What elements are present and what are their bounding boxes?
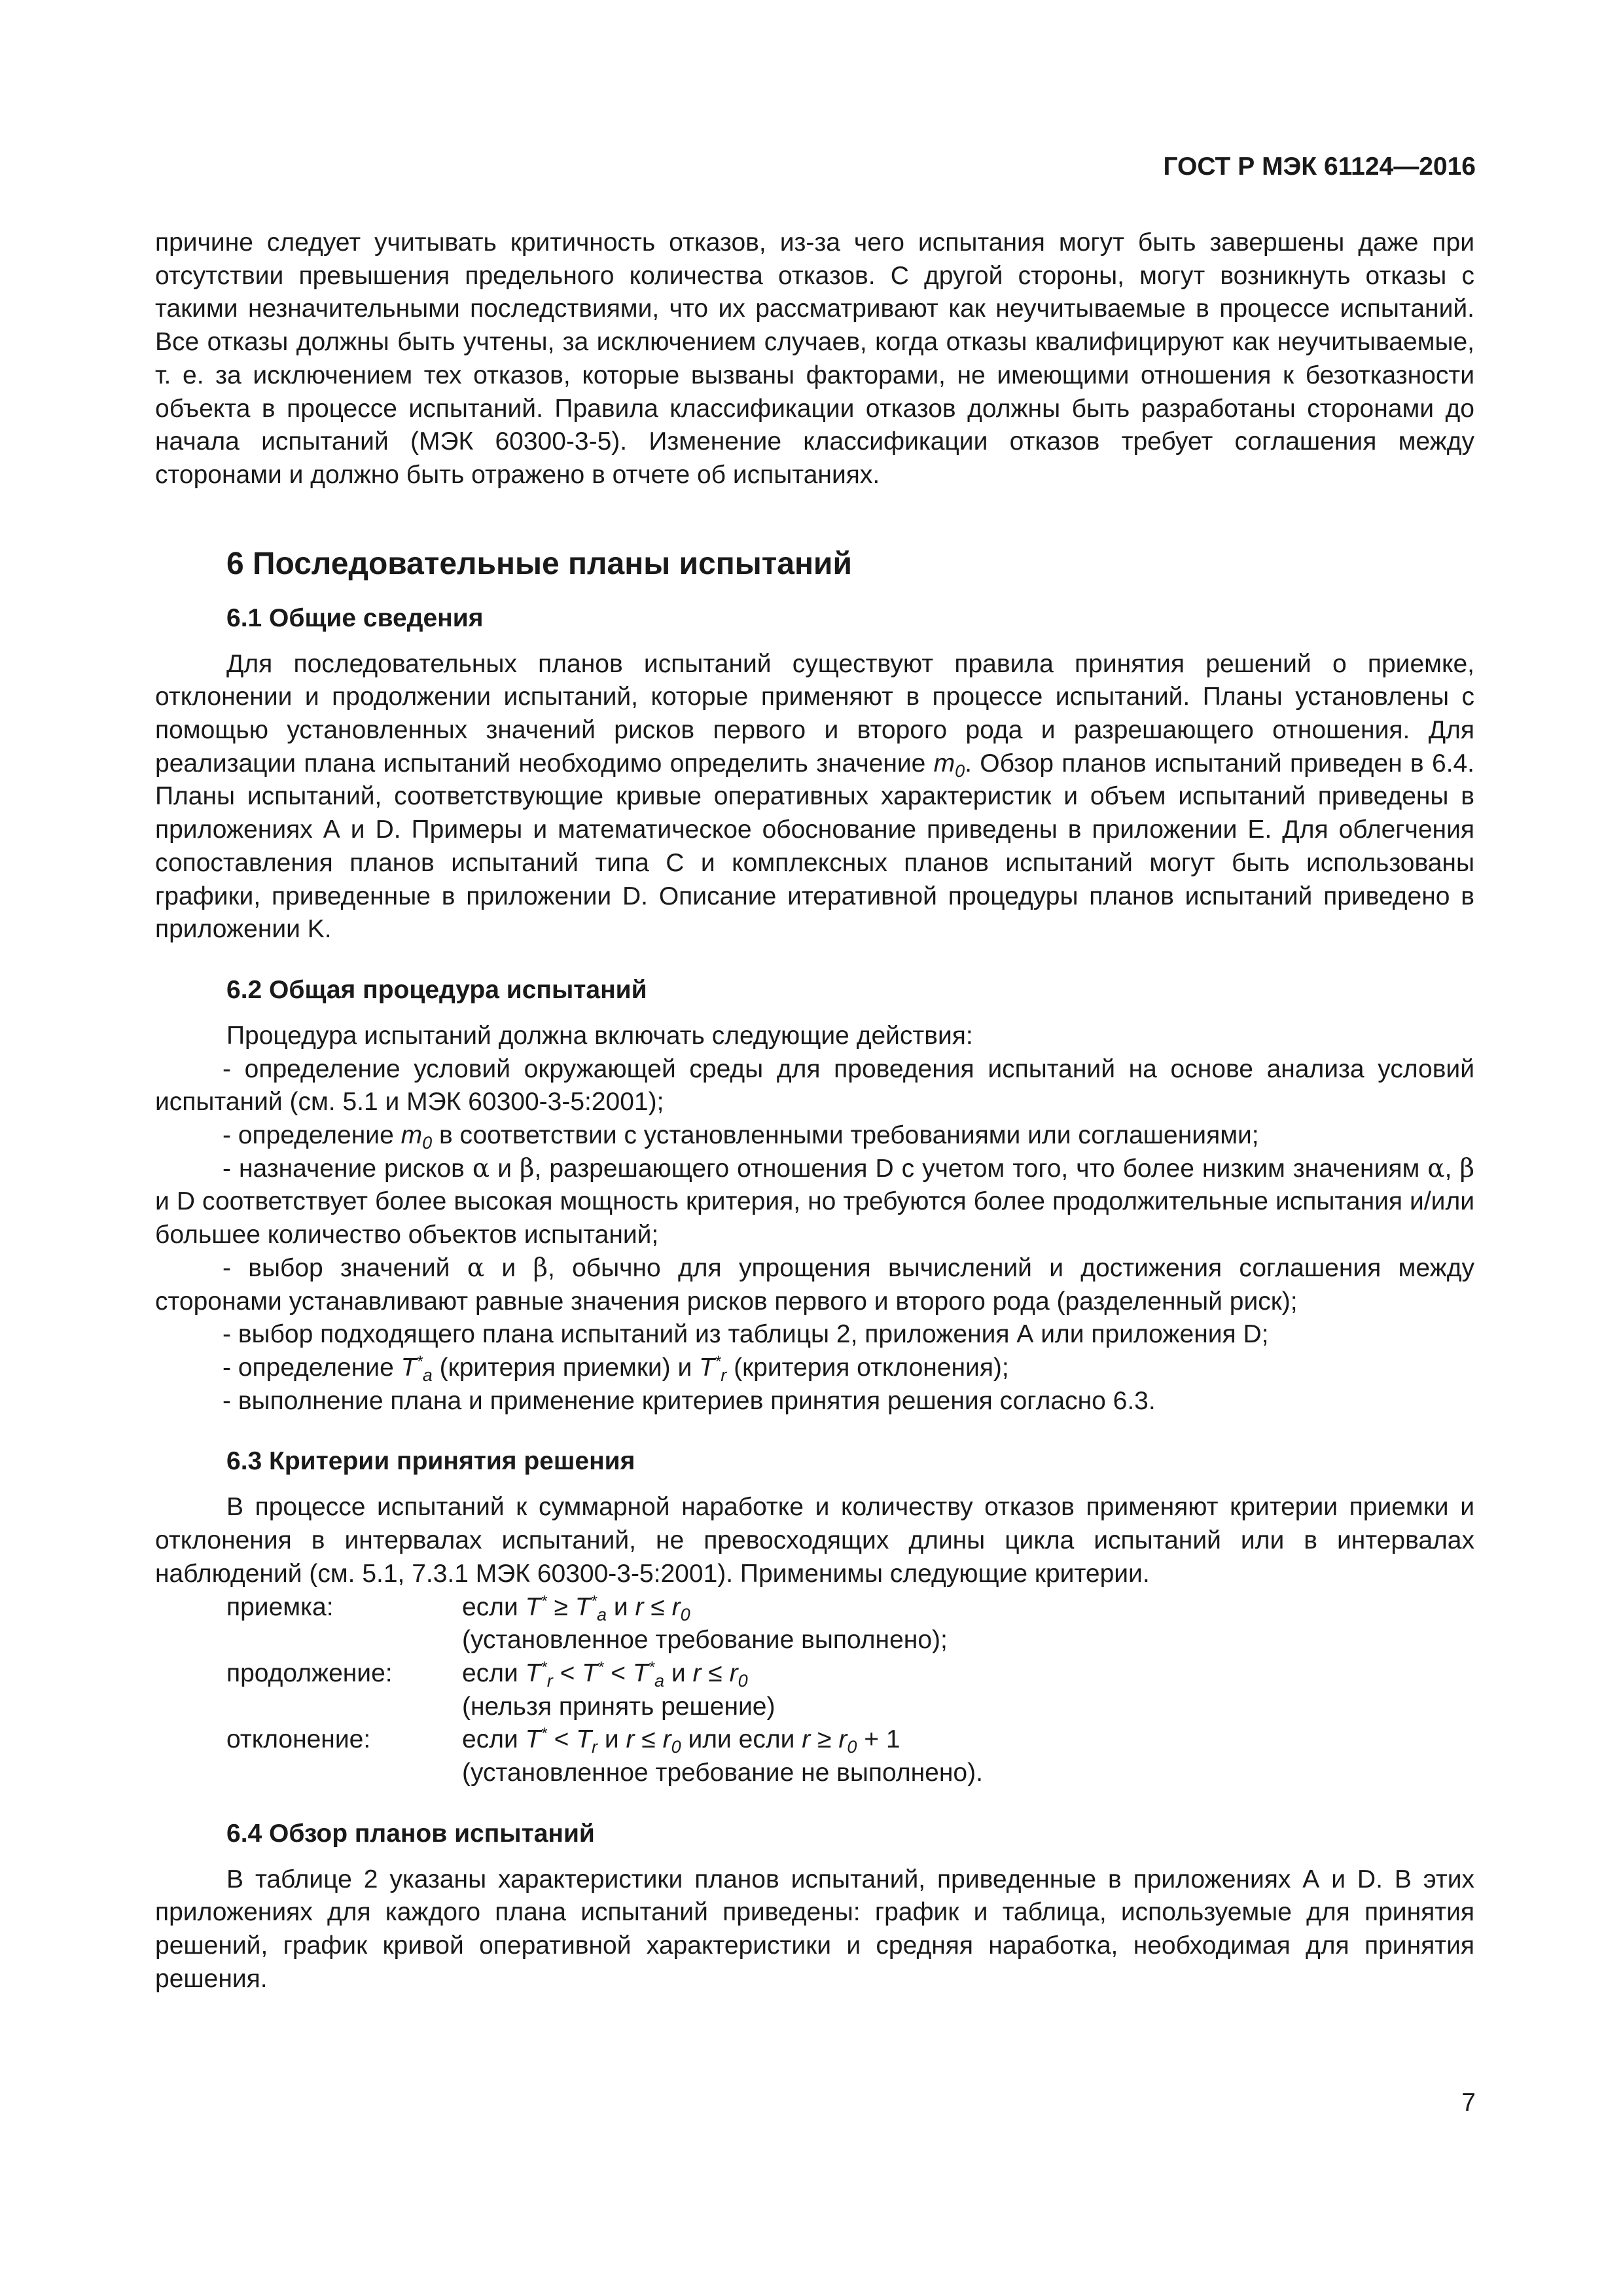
text-run: . Обзор планов испытаний приведен в 6.4. Планы испытаний, соответствующие кривые оперативных характеристик и объем испытаний приведены в приложениях А и D. Примеры и математическое обоснование приведены в приложении Е. Для облегчения сопоставления планов испытаний типа С и комплексных планов испытаний могут быть использованы графики, приведенные в приложении D. Описание итеративной процедуры планов испытаний приведено в приложении K. <box>155 749 1474 944</box>
criterion-accept <box>226 1591 1474 1657</box>
section-6-3-paragraph: В процессе испытаний к суммарной наработке и количеству отказов применяют критерии приемки и отклонения в интервалах испытаний, не превосходящих длины цикла испытаний или в интервалах наблюдений (см. 5.1, 7.3.1 МЭК 60300-3-5:2001). Применимы следующие критерии. <box>155 1493 1474 1588</box>
procedure-item-2: - определение $m_0$ в соответствии с установленными требованиями или соглашениями; <box>223 1121 1259 1153</box>
procedure-lead: Процедура испытаний должна включать следующие действия: <box>226 1021 973 1050</box>
beta-symbol: β <box>1459 1153 1474 1183</box>
section-6-1-paragraph <box>155 648 1474 946</box>
criterion-note: (нельзя принять решение) <box>462 1692 776 1721</box>
criterion-note: (установленное требование выполнено); <box>462 1626 948 1655</box>
decision-criteria <box>226 1591 1474 1790</box>
document-code-header: ГОСТ Р МЭК 61124—2016 <box>1163 152 1476 181</box>
criterion-condition: если $T^*_r < T^* < T^*_a$ и $r \le r_0$ (нельзя принять решение) <box>462 1657 1474 1723</box>
text-run: Для последовательных планов испытаний существуют правила принятия решений о приемке, отклонении и продолжении испытаний, которые применяют в процессе испытаний. Планы установлены с помощью установленных значений рисков первого и второго рода и разрешающего отношения. Для реализации плана испытаний необходимо определить значение <box>155 649 1474 778</box>
procedure-item-1: - определение условий окружающей среды для проведения испытаний на основе анализа условий испытаний (см. 5.1 и МЭК 60300-3-5:2001); <box>155 1054 1474 1117</box>
criterion-condition: если $T^* < T_r$ и $r \le r_0$ или если $r \ge r_0 + 1$ (установленное требование не выполнено). <box>462 1723 1474 1789</box>
procedure-item-5: - выбор подходящего плана испытаний из таблицы 2, приложения А или приложения D; <box>223 1320 1269 1349</box>
beta-symbol: β <box>519 1153 535 1183</box>
criterion-condition: если $T^* \ge T^*_a$ и $r \le r_0$ (установленное требование выполнено); <box>462 1591 1474 1657</box>
criterion-continue <box>226 1657 1474 1723</box>
procedure-item-3: - назначение рисков α и β, разрешающего отношения D с учетом того, что более низким значениям α, β и D соответствует более высокая мощность критерия, но требуются более продолжительные испытания и/или большее количество объектов испытаний; <box>155 1153 1474 1249</box>
ta-star-symbol: $T^*_a$ <box>401 1352 433 1385</box>
criterion-reject <box>226 1723 1474 1789</box>
section-6-1-title: 6.1 Общие сведения <box>226 603 484 632</box>
alpha-symbol: α <box>467 1253 485 1283</box>
m0-symbol: $m_0$ <box>401 1121 433 1153</box>
criterion-label: отклонение: <box>226 1725 371 1754</box>
procedure-item-4: - выбор значений α и β, обычно для упрощения вычислений и достижения соглашения между сторонами устанавливают равные значения рисков первого и второго рода (разделенный риск); <box>155 1253 1474 1316</box>
procedure-item-6: - определение $T^*_a$ (критерия приемки) и $T^*_r$ (критерия отклонения); <box>223 1352 1009 1385</box>
tr-star-symbol: $T^*_r$ <box>699 1352 727 1385</box>
criterion-label: приемка: <box>226 1592 334 1621</box>
m0-symbol: $m_0$ <box>933 749 965 781</box>
section-6-4-paragraph: В таблице 2 указаны характеристики планов испытаний, приведенные в приложениях А и D. В этих приложениях для каждого плана испытаний приведены: график и таблица, используемые для принятия решений, график кривой оперативной характеристики и средняя наработка, необходимая для принятия решения. <box>155 1865 1474 1993</box>
intro-paragraph: причине следует учитывать критичность отказов, из-за чего испытания могут быть завершены даже при отсутствии превышения предельного количества отказов. С другой стороны, могут возникнуть отказы с такими незначительными последствиями, что их рассматривают как неучитываемые в процессе испытаний. Все отказы должны быть учтены, за исключением случаев, когда отказы квалифицируют как неучитываемые, т. е. за исключением тех отказов, которые вызваны факторами, не имеющими отношения к безотказности объекта в процессе испытаний. Правила классификации отказов должны быть разработаны сторонами до начала испытаний (МЭК 60300-3-5). Изменение классификации отказов требует соглашения между сторонами и должно быть отражено в отчете об испытаниях. <box>155 228 1474 489</box>
beta-symbol: β <box>533 1253 548 1283</box>
page-number: 7 <box>1461 2089 1476 2117</box>
criterion-label: продолжение: <box>226 1659 393 1687</box>
section-6-2-title: 6.2 Общая процедура испытаний <box>226 975 647 1004</box>
criterion-note: (установленное требование не выполнено). <box>462 1759 983 1787</box>
section-6-3-title: 6.3 Критерии принятия решения <box>226 1447 635 1476</box>
procedure-item-7: - выполнение плана и применение критериев принятия решения согласно 6.3. <box>223 1386 1156 1415</box>
section-6-4-title: 6.4 Обзор планов испытаний <box>226 1819 595 1848</box>
section-6-title: 6 Последовательные планы испытаний <box>226 546 852 581</box>
page-body <box>155 226 1474 1996</box>
alpha-symbol: α <box>472 1153 490 1183</box>
alpha-symbol: α <box>1427 1153 1445 1183</box>
